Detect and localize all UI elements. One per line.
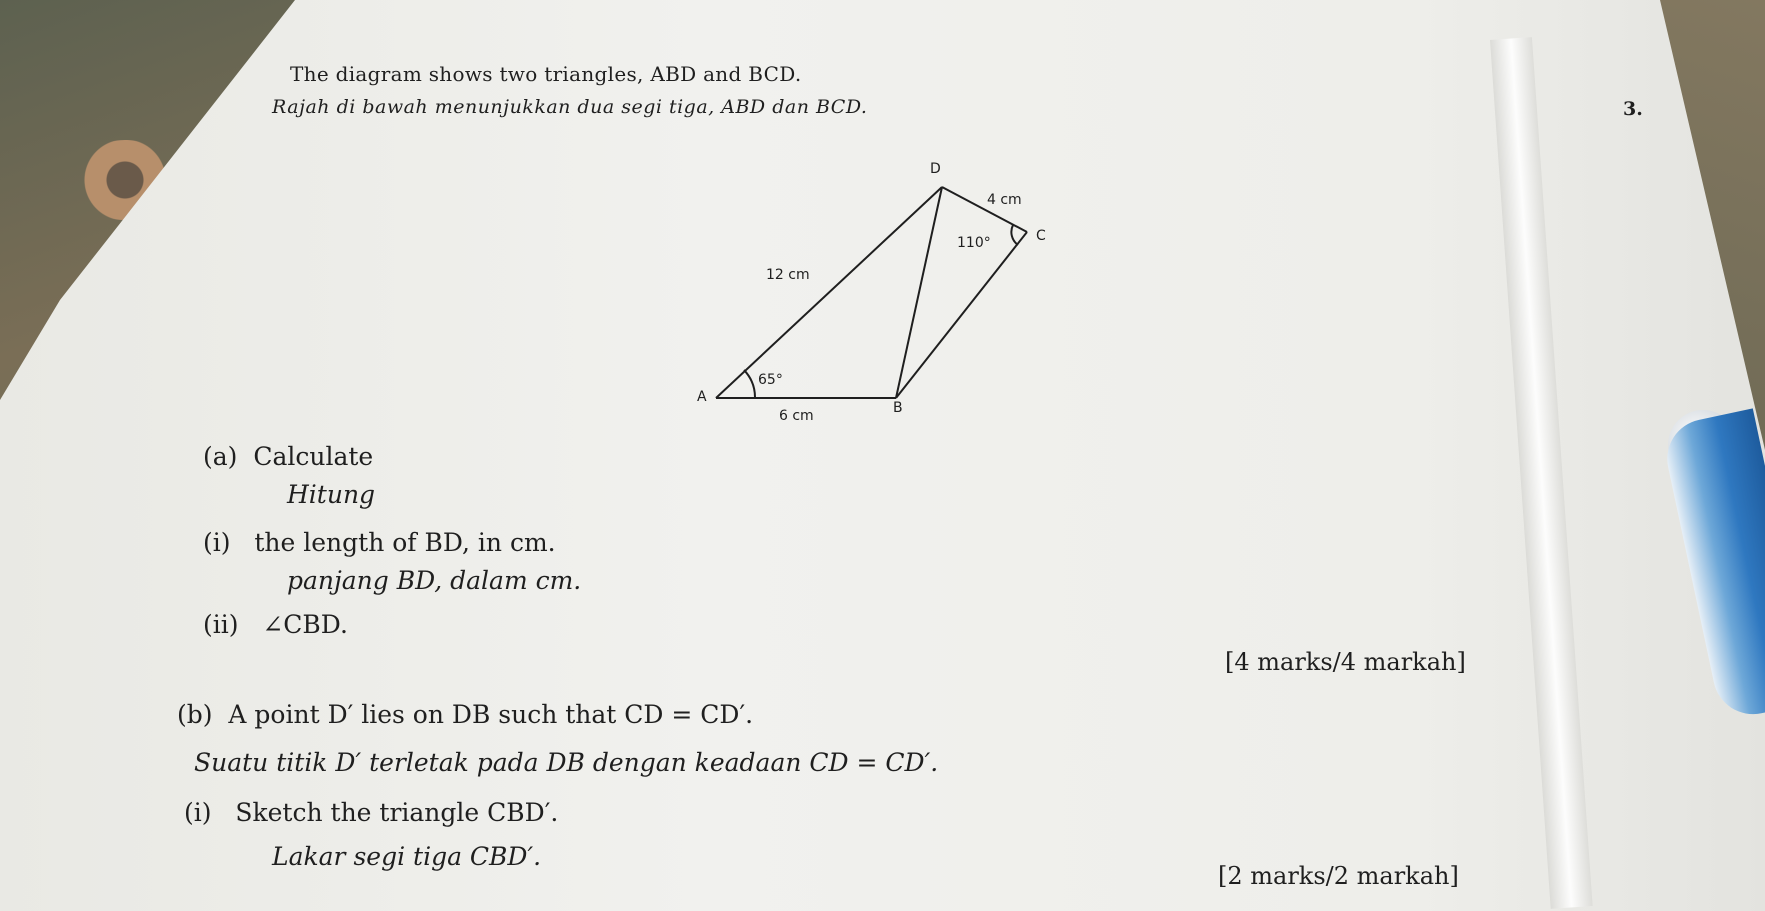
part-a-i-text-en: the length of BD, in cm.: [254, 528, 556, 557]
part-a-text-en: Calculate: [253, 442, 374, 471]
angle-arc-c: [1011, 225, 1018, 245]
side-bd: [896, 187, 942, 398]
label-vertex-c: C: [1036, 228, 1046, 244]
label-vertex-d: D: [930, 161, 941, 177]
part-b-i-text-ms: Lakar segi tiga CBD′.: [272, 842, 542, 871]
part-a-text-ms: Hitung: [287, 480, 376, 509]
question-number: 3.: [1623, 98, 1643, 120]
part-b-label: (b): [177, 700, 213, 729]
part-a-ii-label: (ii): [203, 610, 239, 639]
part-a-i-label: (i): [203, 528, 231, 557]
angle-arc-a: [744, 370, 755, 398]
side-cb: [896, 232, 1027, 398]
part-b: [177, 700, 753, 729]
label-vertex-a: A: [697, 389, 707, 405]
part-a-ii-text-en: ∠CBD.: [262, 610, 348, 639]
label-angle-c: 110°: [957, 235, 991, 251]
part-b-i-text-en: Sketch the triangle CBD′.: [235, 798, 559, 827]
part-a-i-text-ms: panjang BD, dalam cm.: [287, 566, 582, 595]
part-b-i: [184, 798, 558, 827]
part-a-label: (a): [203, 442, 238, 471]
part-a-i: [203, 528, 556, 557]
label-len-ad: 12 cm: [766, 267, 810, 283]
part-b-i-label: (i): [184, 798, 212, 827]
part-a-ii: [203, 610, 348, 639]
part-b-text-en: A point D′ lies on DB such that CD = CD′.: [228, 700, 754, 729]
part-a-marks: [4 marks/4 markah]: [1225, 648, 1466, 676]
label-len-ab: 6 cm: [779, 408, 814, 424]
label-angle-a: 65°: [758, 372, 783, 388]
label-vertex-b: B: [893, 400, 903, 416]
part-a-heading: [203, 442, 373, 471]
intro-text-en: The diagram shows two triangles, ABD and BCD.: [290, 62, 802, 86]
label-len-dc: 4 cm: [987, 192, 1022, 208]
intro-text-ms: Rajah di bawah menunjukkan dua segi tiga, ABD dan BCD.: [272, 96, 868, 118]
part-b-marks: [2 marks/2 markah]: [1218, 862, 1459, 890]
part-b-text-ms: Suatu titik D′ terletak pada DB dengan keadaan CD = CD′.: [194, 748, 939, 777]
side-ad: [716, 187, 942, 398]
